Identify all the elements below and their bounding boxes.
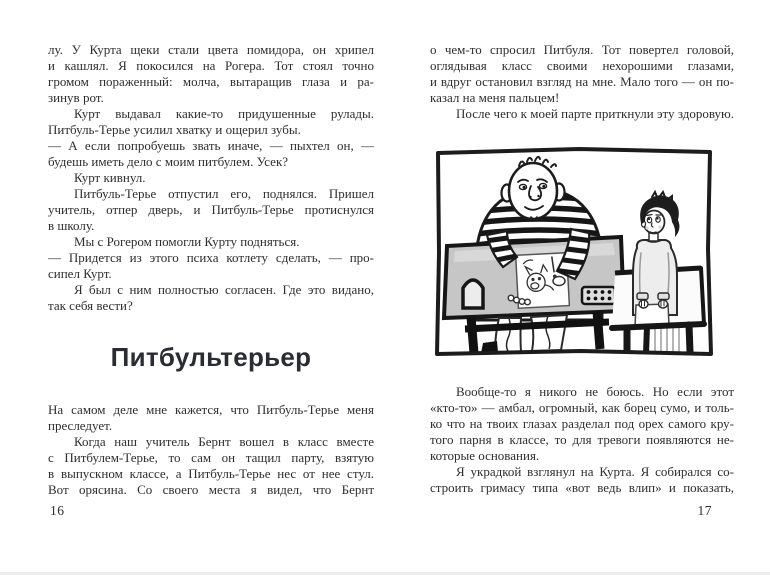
paragraph (48, 282, 374, 314)
text-line: и кашлял. Я покосился на Рогера. Тот стоял точно (48, 58, 374, 73)
text-line: «кто-то» — амбал, огромный, как борец сумо, и толь- (430, 400, 734, 415)
paragraph (430, 42, 734, 106)
text-line: Когда наш учитель Бернт вошел в класс вместе (74, 434, 374, 449)
text-line: лу. У Курта щеки стали цвета помидора, он хрипел (48, 42, 374, 57)
text-line: ко что на твоих глазах разделал под орех самого кру- (430, 416, 734, 431)
text-line: о чем-то спросил Питбуля. Тот повертел головой, (430, 42, 734, 57)
text-line: которые основания. (430, 448, 540, 463)
paragraph (430, 106, 734, 122)
illustration-svg (431, 145, 716, 360)
paint-palette (582, 287, 615, 304)
paragraph (430, 464, 734, 496)
right-bottom-text (430, 384, 734, 496)
text-line: казал на меня пальцем! (430, 90, 560, 105)
paragraph (48, 250, 374, 282)
page-left (48, 42, 374, 518)
chapter-title: Питбультерьер (110, 342, 312, 372)
text-line: учитель, отпер дверь, и Питбуль-Терье протиснулся (48, 202, 374, 217)
text-line: — А если попробуешь звать иначе, — пыхтел он, — (48, 138, 374, 153)
text-line: того парня в классе, то для тревоги появляются не- (430, 432, 734, 447)
page-right (430, 42, 734, 518)
paragraph (48, 42, 374, 106)
text-line: Я был с ним полностью согласен. Где это видано, (74, 282, 374, 297)
text-line: Мы с Рогером помогли Курту подняться. (74, 234, 300, 249)
paragraph (48, 106, 374, 138)
right-top-text (430, 42, 734, 122)
text-line: Курт выдавал какие-то придушенные рулады. (74, 106, 374, 121)
text-line: Курт кивнул. (74, 170, 146, 185)
paragraph (48, 234, 374, 250)
desk-hole (463, 280, 483, 308)
paragraph (48, 434, 374, 498)
text-line: в выпускном классе, а Питбуль-Терье нес от нее стул. (48, 466, 374, 481)
text-line: сипел Курт. (48, 266, 112, 281)
page-number-right: 17 (697, 503, 712, 518)
paragraph (48, 186, 374, 234)
paragraph (48, 402, 374, 434)
left-top-text (48, 42, 374, 314)
text-line: громом пораженный: молча, вытаращив глаза и ра- (48, 74, 374, 89)
text-line: На самом деле мне кажется, что Питбуль-Терье меня (48, 402, 374, 417)
text-line: преследует. (48, 418, 113, 433)
paragraph (48, 138, 374, 170)
paragraph (430, 384, 734, 464)
text-line: строить гримасу типа «вот ведь влип» и показать, (430, 480, 734, 495)
man-right-hand (553, 277, 565, 286)
text-line: в школу. (48, 218, 95, 233)
page-number-left: 16 (50, 503, 65, 518)
text-line: будешь иметь дело с моим питбулем. Усек? (48, 154, 289, 169)
text-line: зинув рот. (48, 90, 104, 105)
text-line: и вдруг остановил взгляд на мне. Мало того — он по- (430, 74, 734, 89)
text-line: — Придется из этого психа котлету сделать, — про- (48, 250, 374, 265)
text-line: Питбуль-Терье усилил хватку и ощерил зубы. (48, 122, 301, 137)
text-line: Вообще-то я никого не боюсь. Но если этот (456, 384, 734, 399)
illustration (431, 145, 716, 360)
text-line: с Питбулем-Терье, то сам он тащил парту, взятую (48, 450, 374, 465)
paragraph (48, 170, 374, 186)
text-line: После чего к моей парте приткнули эту здоровую. (456, 106, 734, 121)
text-line: оглядывая класс своими нехорошими глазами, (430, 58, 734, 73)
text-line: Вот орясина. Со своего места я видел, что Бернт (48, 482, 374, 497)
text-line: так себя вести? (48, 298, 133, 313)
left-bottom-text (48, 402, 374, 498)
text-line: Я украдкой взглянул на Курта. Я собирался со- (456, 464, 734, 479)
boy-face (644, 211, 665, 234)
text-line: Питбуль-Терье отпустил его, поднялся. Пришел (74, 186, 374, 201)
